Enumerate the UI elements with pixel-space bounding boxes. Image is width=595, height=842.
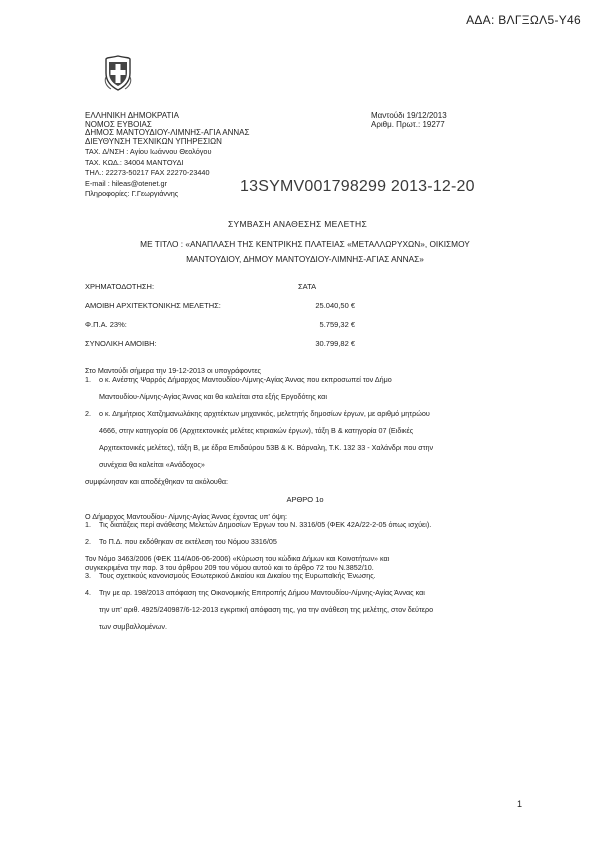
consideration-item — [85, 589, 525, 632]
info-line: Πληροφορίες: Γ.Γεωργιάννης — [85, 189, 179, 198]
date-block — [371, 112, 447, 129]
consideration-text: συγκεκριμένα την παρ. 3 του άρθρου 209 του νόμου αυτού και το άρθρο 72 του Ν.3852/10. — [85, 562, 374, 572]
municipality-label: ΔΗΜΟΣ ΜΑΝΤΟΥΔΙΟΥ-ΛΙΜΝΗΣ-ΑΓΙΑ ΑΝΝΑΣ — [85, 128, 250, 138]
party-item — [85, 376, 525, 402]
financials-table — [85, 282, 355, 358]
party-number: 1. — [85, 374, 91, 384]
consideration-item — [85, 572, 525, 581]
page-number: 1 — [516, 799, 522, 809]
email-line: E-mail : hileas@otenet.gr — [85, 178, 168, 188]
party-text: ο κ. Δημήτριος Χατζημανωλάκης αρχιτέκτων μηχανικός, μελετητής δημοσίων έργων, με αριθμό μητρώου — [99, 408, 430, 418]
consideration-text: των συμβαλλομένων. — [99, 622, 167, 631]
consideration-text: Τους σχετικούς κανονισμούς Εσωτερικού Δικαίου και Δικαίου της Ευρωπαϊκής Ένωσης. — [99, 571, 376, 580]
financial-row — [85, 282, 355, 301]
consideration-text: Τις διατάξεις περί ανάθεσης Μελετών Δημοσίων Έργων του Ν. 3316/05 (ΦΕΚ 42Α/22-2-05 όπως ισχύει). — [99, 520, 432, 529]
prefecture-label: ΝΟΜΟΣ ΕΥΒΟΙΑΣ — [85, 119, 152, 129]
consideration-text: Την με αρ. 198/2013 απόφαση της Οικονομικής Επιτροπής Δήμου Μαντουδίου-Λίμνης-Αγίας Άννας και — [99, 588, 425, 597]
article-heading: ΑΡΘΡΟ 1ο — [286, 495, 324, 504]
address-line: ΤΑΧ. Δ/ΝΣΗ : Αγίου Ιωάννου Θεολόγου — [85, 147, 212, 157]
party-text: Μαντουδίου-Λίμνης-Αγίας Άννας και θα καλείται στα εξής Εργοδότης και — [99, 391, 327, 401]
consideration-number: 1. — [85, 520, 91, 529]
party-number: 2. — [85, 408, 91, 418]
subject-title — [95, 237, 515, 267]
consideration-number: 3. — [85, 571, 91, 580]
financial-label: ΣΥΝΟΛΙΚΗ ΑΜΟΙΒΗ: — [85, 339, 157, 348]
postal-line: ΤΑΧ. ΚΩΔ.: 34004 ΜΑΝΤΟΥΔΙ — [85, 157, 184, 167]
party-text: 4666, στην κατηγορία 06 (Αρχιτεκτονικές μελέτες κτιριακών έργων), τάξη Β & κατηγορία 07 (Ειδικές — [99, 425, 414, 435]
party-text: συνέχεια θα καλείται «Ανάδοχος» — [99, 459, 205, 469]
protocol-number: Αριθμ. Πρωτ.: 19277 — [371, 119, 445, 129]
financial-label: Φ.Π.Α. 23%: — [85, 320, 127, 329]
consideration-number: 4. — [85, 588, 91, 597]
republic-label: ΕΛΛΗΝΙΚΗ ΔΗΜΟΚΡΑΤΙΑ — [85, 111, 179, 120]
ada-code: ΑΔΑ: ΒΛΓΞΩΛ5-Υ46 — [466, 13, 581, 27]
party-text: ο κ. Ανέστης Ψαρρός Δήμαρχος Μαντουδίου-Λίμνης-Αγίας Άννας που εκπροσωπεί τον Δήμο — [99, 374, 392, 384]
party-text: Αρχιτεκτονικές μελέτες), τάξη Β, με έδρα Επιδαύρου 53Β & Κ. Βάρναλη, Τ.Κ. 132 33 - Χαλάνδρι που στην — [99, 442, 434, 452]
consideration-item — [85, 538, 525, 547]
document-title: ΣΥΜΒΑΣΗ ΑΝΑΘΕΣΗΣ ΜΕΛΕΤΗΣ — [227, 219, 368, 229]
intro-paragraph: Στο Μαντούδι σήμερα την 19-12-2013 οι υπογράφοντες — [85, 366, 262, 375]
greek-emblem-icon — [103, 55, 133, 91]
phone-line: ΤΗΛ.: 22273-50217 FAX 22270-23440 — [85, 168, 210, 178]
financial-value: ΣΑΤΑ — [298, 282, 317, 291]
financial-row — [85, 320, 355, 339]
consideration-text: την υπ' αριθ. 4925/240987/6-12-2013 εγκριτική απόφαση της, για την ανάθεση της μελέτης, στον δεύτερο — [99, 605, 434, 614]
place-date: Μαντούδι 19/12/2013 — [371, 111, 447, 120]
financial-row — [85, 301, 355, 320]
consideration-text: Το Π.Δ. που εκδόθηκαν σε εκτέλεση του Νόμου 3316/05 — [99, 537, 277, 546]
consideration-item — [85, 521, 525, 530]
subject-line-2: ΜΑΝΤΟΥΔΙΟΥ, ΔΗΜΟΥ ΜΑΝΤΟΥΔΙΟΥ-ΛΙΜΝΗΣ-ΑΓΙΑΣ ΑΝΝΑΣ» — [186, 254, 424, 264]
agreement-line: συμφώνησαν και αποδέχθηκαν τα ακόλουθα: — [85, 476, 229, 486]
party-item — [85, 410, 525, 470]
financial-value: 25.040,50 € — [315, 301, 355, 310]
registration-stamp: 13SYMV001798299 2013-12-20 — [240, 178, 475, 195]
financial-value: 5.759,32 € — [319, 320, 355, 329]
consideration-number: 2. — [85, 537, 91, 546]
financial-value: 30.799,82 € — [315, 339, 355, 348]
article-intro: Ο Δήμαρχος Μαντουδίου- Λίμνης-Αγίας Άννας έχοντας υπ' όψη: — [85, 511, 287, 521]
financial-row — [85, 339, 355, 358]
contract-body — [85, 367, 525, 640]
financial-label: ΧΡΗΜΑΤΟΔΟΤΗΣΗ: — [85, 282, 155, 291]
department-label: ΔΙΕΥΘΥΝΣΗ ΤΕΧΝΙΚΩΝ ΥΠΗΡΕΣΙΩΝ — [85, 136, 222, 146]
subject-line-1: ΜΕ ΤΙΤΛΟ : «ΑΝΑΠΛΑΣΗ ΤΗΣ ΚΕΝΤΡΙΚΗΣ ΠΛΑΤΕΙΑΣ «ΜΕΤΑΛΛΩΡΥΧΩΝ», ΟΙΚΙΣΜΟΥ — [140, 239, 470, 249]
consideration-text: Τον Νόμο 3463/2006 (ΦΕΚ 114/Α06-06-2006) «Κύρωση του κώδικα Δήμων και Κοινοτήτων» και — [85, 554, 390, 563]
financial-label: ΑΜΟΙΒΗ ΑΡΧΙΤΕΚΤΟΝΙΚΗΣ ΜΕΛΕΤΗΣ: — [85, 301, 221, 310]
